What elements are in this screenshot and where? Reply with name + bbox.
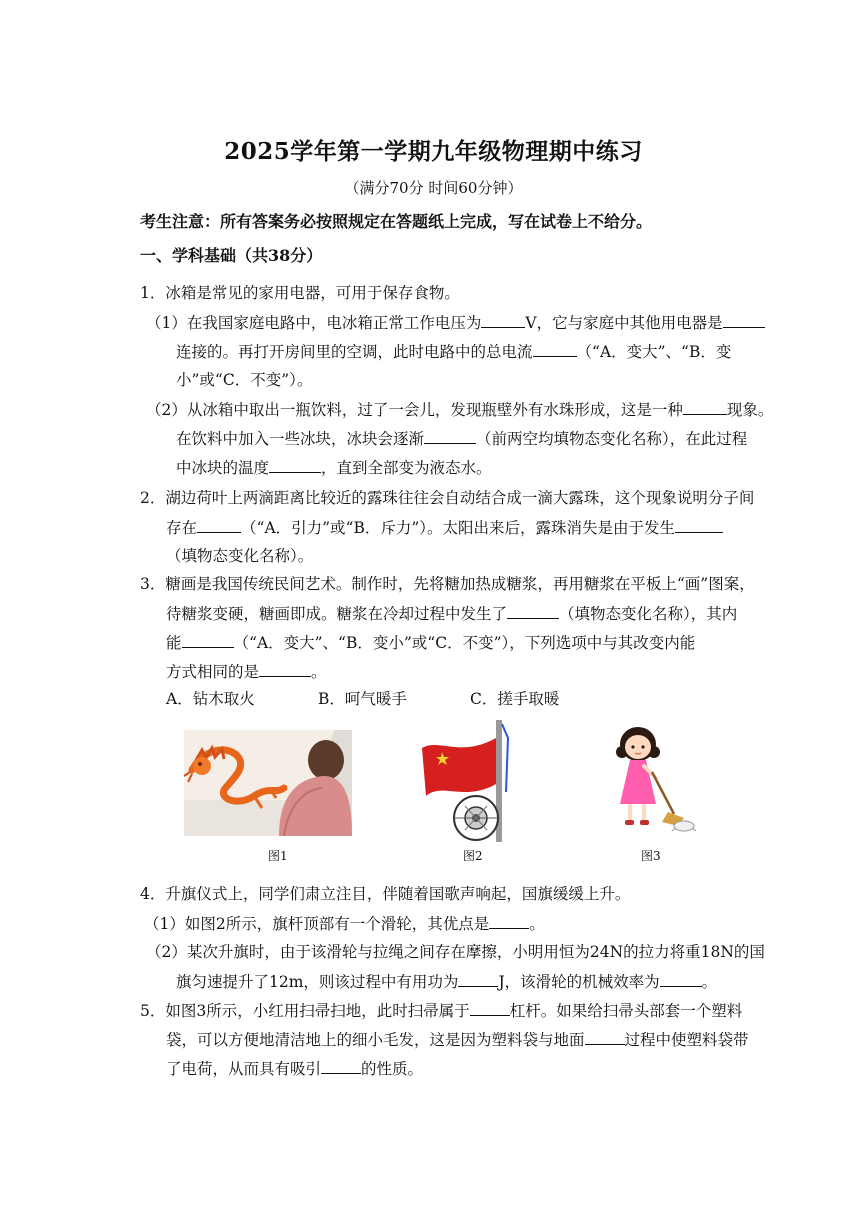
answer-blank xyxy=(533,341,577,357)
answer-blank xyxy=(259,661,311,677)
q3-text-e: 方式相同的是 xyxy=(166,663,260,681)
q3-text-d: （“A．变大”、“B．变小”或“C．不变”），下列选项中与其改变内能 xyxy=(233,634,696,652)
q4-p2-text-a: 旗匀速提升了12m，则该过程中有用功为 xyxy=(176,973,459,991)
q3-line4 xyxy=(166,661,327,682)
q1-part2-line3 xyxy=(176,457,492,478)
answer-blank xyxy=(269,457,321,473)
q3-option-b: B．呵气暖手 xyxy=(318,690,407,708)
answer-blank xyxy=(723,312,765,328)
q4-p2-text-b: J，该滑轮的机械效率为 xyxy=(498,973,660,991)
q1-p1-text-d: （“A．变大”、“B．变 xyxy=(576,343,732,361)
q2-text-a: 存在 xyxy=(166,519,198,537)
q1-part2-line2 xyxy=(176,428,747,449)
q5-line1 xyxy=(140,1000,742,1021)
q3-text-a: 待糖浆变硬，糖画即成。糖浆在冷却过程中发生了 xyxy=(166,605,508,623)
q1-part1-line2 xyxy=(176,341,731,362)
q3-text-b: （填物态变化名称），其内 xyxy=(559,605,738,623)
q5-line2 xyxy=(166,1029,749,1050)
q1-p2-text-d: （前两空均填物态变化名称），在此过程 xyxy=(476,430,748,448)
answer-blank xyxy=(675,517,723,533)
page-title: 2025学年第一学期九年级物理期中练习 xyxy=(224,138,643,165)
q5-text-e: 了电荷，从而具有吸引 xyxy=(166,1060,322,1078)
q5-text-b: 杠杆。如果给扫帚头部套一个塑料 xyxy=(509,1002,743,1020)
q2-text-b: （“A．引力”或“B．斥力”）。太阳出来后，露珠消失是由于发生 xyxy=(241,519,676,537)
q4-stem: 4．升旗仪式上，同学们肃立注目，伴随着国歌声响起，国旗缓缓上升。 xyxy=(140,885,631,903)
q3-text-c: 能 xyxy=(166,634,182,652)
figure-2-caption: 图2 xyxy=(463,849,483,863)
answer-blank xyxy=(585,1029,625,1045)
q4-part2-line2 xyxy=(176,971,717,992)
q4-p1-text-a: （1）如图2所示，旗杆顶部有一个滑轮，其优点是 xyxy=(144,915,490,933)
q4-p2-text-c: 。 xyxy=(701,973,718,991)
q5-text-c: 袋，可以方便地清洁地上的细小毛发，这是因为塑料袋与地面 xyxy=(166,1031,585,1049)
figure-3-caption: 图3 xyxy=(641,849,661,863)
q1-p2-text-c: 在饮料中加入一些冰块，冰块会逐渐 xyxy=(176,430,425,448)
q1-p1-text-c: 连接的。再打开房间里的空调，此时电路中的总电流 xyxy=(176,343,533,361)
q5-text-f: 的性质。 xyxy=(361,1060,424,1078)
q1-p2-text-b: 现象。 xyxy=(726,401,774,419)
answer-blank xyxy=(660,971,702,987)
answer-blank xyxy=(507,603,559,619)
q1-stem: 1．冰箱是常见的家用电器，可用于保存食物。 xyxy=(140,284,460,302)
q2-line3: （填物态变化名称）。 xyxy=(166,547,314,565)
q1-p1-text-a: （1）在我国家庭电路中，电冰箱正常工作电压为 xyxy=(146,314,482,332)
q1-p1-text-b: V，它与家庭中其他用电器是 xyxy=(525,314,723,332)
figure-3-girl-sweeping xyxy=(612,722,696,834)
page-subtitle: （满分70分 时间60分钟） xyxy=(344,179,523,197)
q1-part2-line1 xyxy=(146,399,773,420)
q5-text-a: 5．如图3所示，小红用扫帚扫地，此时扫帚属于 xyxy=(140,1002,470,1020)
answer-blank xyxy=(182,632,234,648)
answer-blank xyxy=(683,399,727,415)
exam-notice: 考生注意：所有答案务必按照规定在答题纸上完成，写在试卷上不给分。 xyxy=(140,212,653,231)
answer-blank xyxy=(470,1000,510,1016)
q3-line3 xyxy=(166,632,695,653)
q4-part2-line1: （2）某次升旗时，由于该滑轮与拉绳之间存在摩擦，小明用恒为24N的拉力将重18N的国 xyxy=(146,943,765,961)
q3-line2 xyxy=(166,603,737,624)
figure-1-sugar-painting xyxy=(184,730,352,836)
q1-p2-text-f: ，直到全部变为液态水。 xyxy=(321,459,492,477)
q2-line1: 2．湖边荷叶上两滴距离比较近的露珠往往会自动结合成一滴大露珠，这个现象说明分子间 xyxy=(140,489,755,507)
answer-blank xyxy=(321,1058,361,1074)
figure-1-caption: 图1 xyxy=(268,849,288,863)
q4-part1 xyxy=(144,913,545,934)
section-heading: 一、学科基础（共38分） xyxy=(140,246,323,265)
answer-blank xyxy=(489,913,529,929)
q1-part1-line1 xyxy=(146,312,765,333)
q4-p1-text-b: 。 xyxy=(529,915,545,933)
q5-text-d: 过程中使塑料袋带 xyxy=(624,1031,749,1049)
answer-blank xyxy=(458,971,498,987)
q3-option-c: C．搓手取暖 xyxy=(470,690,560,708)
q3-text-f: 。 xyxy=(311,663,327,681)
q5-line3 xyxy=(166,1058,423,1079)
q3-option-a: A．钻木取火 xyxy=(166,690,255,708)
q1-p2-text-a: （2）从冰箱中取出一瓶饮料，过了一会儿，发现瓶壁外有水珠形成，这是一种 xyxy=(146,401,683,419)
answer-blank xyxy=(197,517,241,533)
answer-blank xyxy=(481,312,525,328)
figure-2-flag-pulley xyxy=(420,718,520,842)
answer-blank xyxy=(424,428,476,444)
q1-p2-text-e: 中冰块的温度 xyxy=(176,459,270,477)
q1-part1-line3: 小”或“C．不变”）。 xyxy=(176,371,313,389)
q2-line2 xyxy=(166,517,723,538)
q3-line1: 3．糖画是我国传统民间艺术。制作时，先将糖加热成糖浆，再用糖浆在平板上“画”图案， xyxy=(140,575,755,593)
